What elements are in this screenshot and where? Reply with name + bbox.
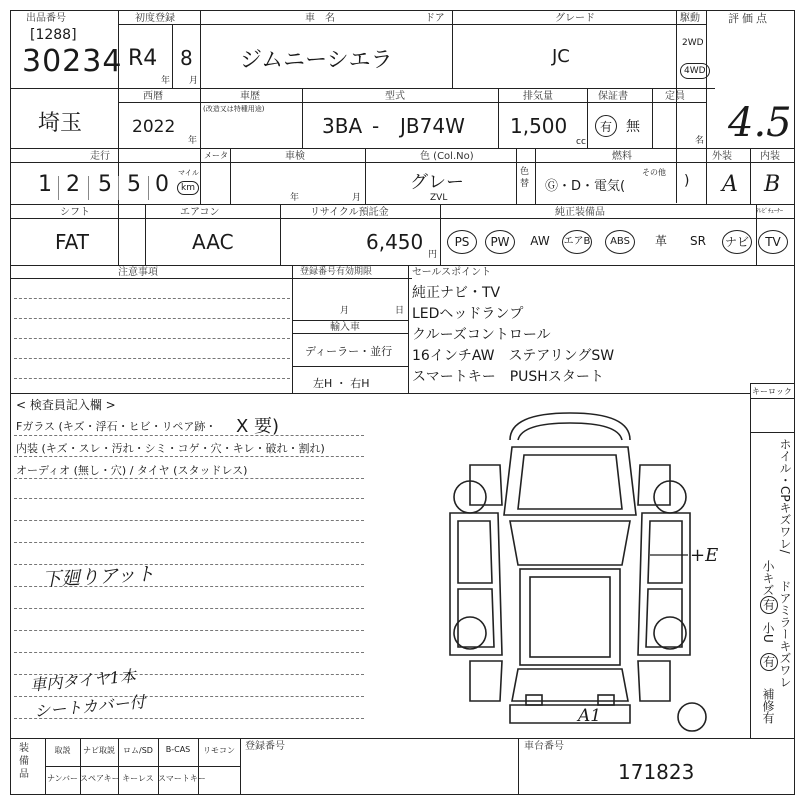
type-prefix: 3BA	[322, 114, 363, 138]
keylock-label: キーロック	[752, 387, 792, 396]
equipment-item: TV	[758, 230, 788, 254]
footer-item: ロム/SD	[123, 746, 153, 755]
plate-label: 登録番号	[245, 741, 285, 752]
small-u-mark: 有	[760, 653, 778, 671]
fuel-options: Ⓖ・D・電気(	[545, 179, 626, 194]
grade-value: JC	[552, 46, 570, 67]
sales-point: クルーズコントロール	[412, 327, 551, 343]
footer-item: スマートキー	[158, 774, 206, 783]
ac-value: AAC	[192, 230, 234, 254]
footer-item: ナビ取説	[83, 746, 115, 755]
lot-code: [1288]	[30, 27, 77, 43]
legend-mirror: ドアミラーキズワレ	[778, 580, 792, 688]
warranty-label: 保証書	[598, 91, 628, 102]
footer-item: ナンバー	[46, 774, 79, 783]
lot-number: 30234	[22, 44, 123, 79]
import-handle: 左H ・ 右H	[313, 377, 370, 390]
drive-label: 駆動	[680, 13, 700, 24]
equipment-item: 革	[654, 234, 667, 248]
legend-small-scratch: 小キズ	[761, 560, 775, 596]
mileage-label: 走行	[90, 151, 110, 162]
sales-point: 純正ナビ・TV	[412, 285, 501, 301]
warranty-no: 無	[626, 119, 640, 135]
legend-wheel: ホイル・CPキズワレ/	[778, 438, 792, 554]
mileage-km-circled: km	[177, 181, 199, 195]
equipment-item: SR	[690, 234, 706, 248]
year-label: 西暦	[143, 91, 163, 102]
footer-item: キーレス	[122, 774, 154, 783]
color-value: グレー	[410, 172, 464, 193]
small-scratch-mark: 有	[760, 596, 778, 614]
recycle-label: リサイクル預託金	[310, 207, 389, 218]
inspector-line-audio: オーディオ (無し・穴) / タイヤ (スタッドレス)	[16, 464, 248, 477]
ac-label: エアコン	[180, 207, 220, 218]
hand-note-seatcover: シートカバー付	[33, 692, 147, 721]
model-name-label: 車 名	[305, 13, 335, 24]
equipment-item: ABS	[605, 230, 635, 254]
mileage-digit: 1	[38, 172, 52, 197]
inspector-title: < 検査員記入欄 >	[16, 398, 116, 412]
registration-month: 8	[180, 46, 193, 70]
equipment-item: AW	[530, 234, 550, 248]
grade-label: グレード	[555, 13, 595, 24]
rating-score: 4.5	[728, 100, 792, 146]
f-glass-mark: X 要)	[236, 416, 280, 437]
exterior-grade: A	[722, 172, 738, 197]
shift-label: シフト	[60, 207, 90, 218]
equipment-item: ナビ	[722, 230, 752, 254]
model-year: 2022	[132, 117, 176, 137]
displacement: 1,500	[510, 114, 568, 138]
sales-label: セールスポイント	[412, 267, 492, 278]
footer-item: リモコン	[203, 746, 235, 755]
import-label: 輸入車	[330, 322, 360, 333]
inspector-line-interior: 内装 (キズ・スレ・汚れ・シミ・コゲ・穴・キレ・破れ・割れ)	[16, 442, 325, 455]
type-code: JB74W	[400, 114, 465, 138]
displacement-label: 排気量	[523, 91, 553, 102]
color-code: ZVL	[430, 193, 448, 203]
hand-note-tire: 車内タイヤ1本	[29, 666, 137, 695]
equipment-item: エアB	[562, 230, 592, 254]
footer-item: スペアキー	[80, 774, 120, 783]
shift-value: FAT	[55, 230, 90, 254]
door-label: ドア	[425, 13, 445, 24]
mileage-digit: 0	[155, 172, 169, 197]
interior-label: 内装	[760, 151, 780, 162]
registration-era: R4	[128, 46, 158, 71]
type-label: 型式	[385, 91, 405, 102]
equipment-item: PW	[485, 230, 515, 254]
sales-point: 16インチAW ステアリングSW	[412, 348, 615, 364]
capacity-label: 定員	[665, 91, 685, 102]
chassis-number: 171823	[618, 760, 695, 784]
history-label: 車歴	[240, 91, 260, 102]
car-diagram	[440, 405, 700, 735]
caution-label: 注意事項	[118, 267, 158, 278]
expiry-label: 登録番号有効期限	[300, 267, 373, 277]
sales-point: スマートキー PUSHスタート	[412, 369, 604, 385]
import-dealer: ディーラー・並行	[305, 345, 393, 358]
inspector-line-glass: Fガラス (キズ・浮石・ヒビ・リペア跡・	[16, 420, 217, 433]
mileage-digit: 5	[98, 172, 112, 197]
legend-repair: 補修有	[761, 688, 775, 724]
lot-label: 出品番号	[26, 13, 66, 24]
equipment-item: PS	[447, 230, 477, 254]
diagram-mark-e: +E	[690, 545, 719, 566]
recycle-fee: 6,450	[366, 230, 424, 254]
footer-item: B-CAS	[165, 745, 191, 754]
rating-label: 評価点	[728, 12, 770, 25]
inspection-label: 車検	[285, 151, 305, 162]
interior-grade: B	[764, 172, 781, 197]
footer-side-label: 装備品	[19, 743, 29, 780]
mileage-digit: 5	[127, 172, 141, 197]
fuel-label: 燃料	[612, 151, 632, 162]
row1-bottom-line	[10, 88, 715, 89]
color-label: 色 (Col.No)	[420, 151, 474, 162]
footer-item: 取説	[54, 746, 71, 755]
prefecture: 埼玉	[38, 111, 83, 136]
legend-small-u: 小U	[761, 622, 775, 643]
mileage-digit: 2	[66, 172, 80, 197]
warranty-yes-circled: 有	[595, 115, 617, 137]
diagram-mark-a1: A1	[578, 706, 602, 726]
drive-4wd-circled: 4WD	[680, 63, 710, 79]
sales-point: LEDヘッドランプ	[412, 306, 524, 322]
equipment-label: 純正装備品	[555, 207, 605, 218]
model-name: ジムニーシエラ	[240, 48, 393, 73]
exterior-label: 外装	[712, 151, 732, 162]
chassis-label: 車台番号	[524, 741, 564, 752]
hand-note-underbody: 下廻りアット	[41, 563, 156, 591]
drive-2wd: 2WD	[682, 38, 704, 48]
registration-label: 初度登録	[135, 13, 175, 24]
